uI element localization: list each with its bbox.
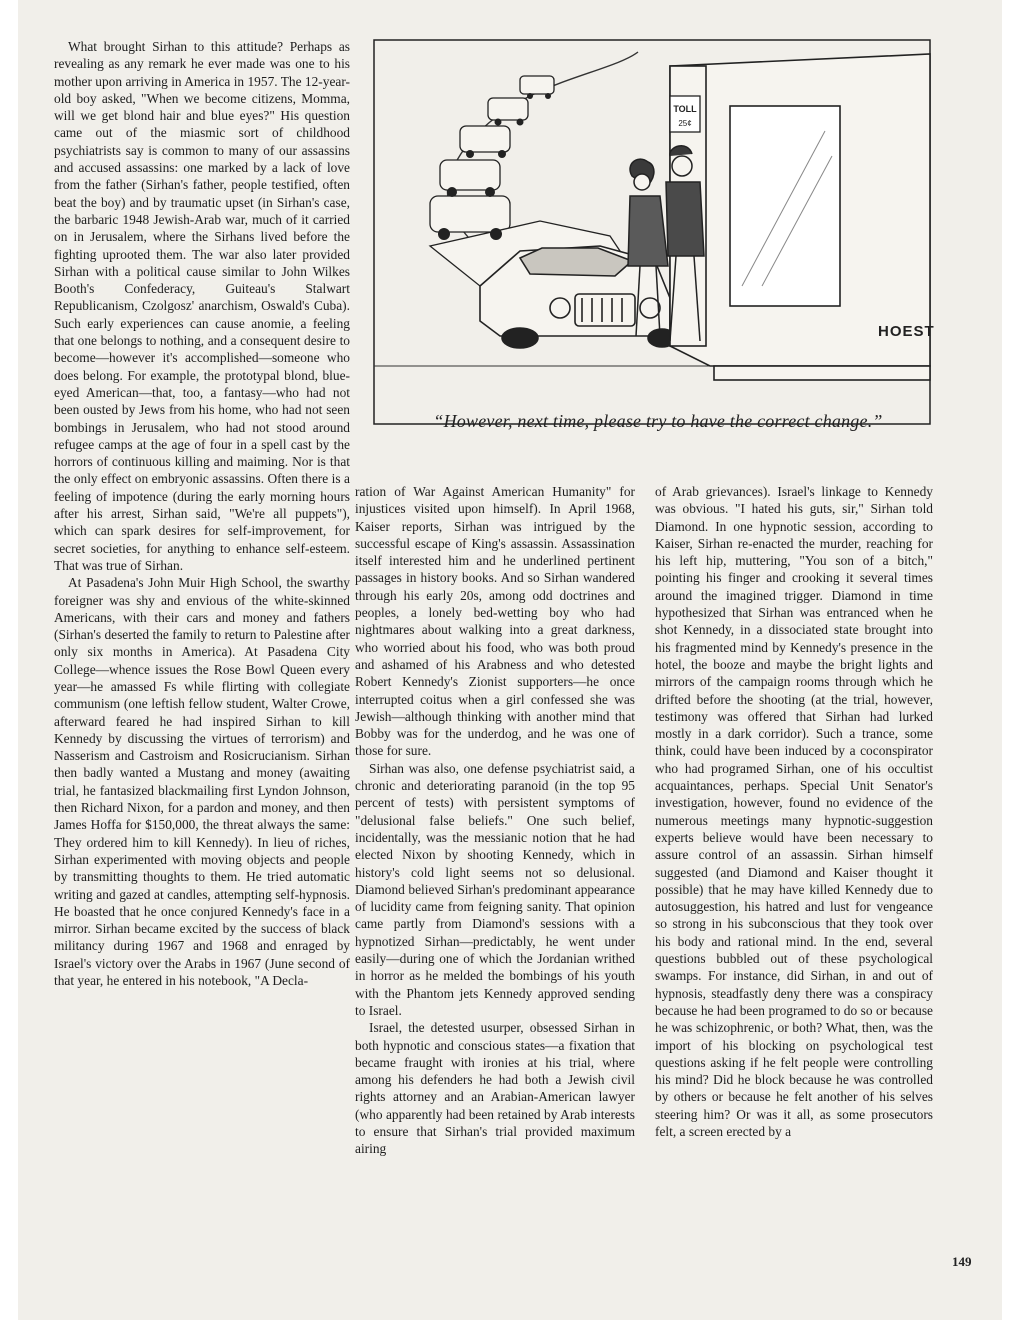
paragraph: At Pasadena's John Muir High School, the swarthy foreigner was shy and envious of the white-skinned Americans, with their cars and money and fathers (Sirhan's deserted the family to return to Palestine after only six months in America). At Pasadena City College—whence issues the Rose Bowl Queen every year—he amassed Fs while flirting with collegiate communism (one leftish fellow student, Walter Crowe, afterward feared he had inspired Sirhan to kill Kennedy by discussing the virtues of terrorism) and Nasserism and Castroism and Rosicrucianism. Sirhan then badly wanted a Mustang and money (awaiting trial, he fantasized blackmailing first Lyndon Johnson, then Richard Nixon, for a pardon and money, and then James Hoffa for $150,000, the threat always the same: They ordered him to kill Kennedy). In lieu of riches, Sirhan experimented with moving objects and people by transmitting thoughts to them. He tried automatic writing and gazed at candles, attempting self-hypnosis. He boasted that he once conjured Kennedy's face in a mirror. Sirhan became excited by the success of black militancy during 1967 and 1968 and enraged by Israel's victory over the Arabs in 1967 (June second of that year, he entered in his notebook, "A Decla- — [54, 575, 350, 989]
paragraph: ration of War Against American Humanity" for injustices visited upon himself). In April 1968, Kaiser reports, Sirhan was intrigued by the successful escape of King's assassin. Assassination itself interested him and he underlined pertinent passages in history books. And so Sirhan wandered through his early 20s, among odd doctrines and peoples, a lonely bed-wetting boy who had nightmares about walking into a great darkness, who worried about his food, who was both proud and ashamed of his Arabness and who detested Robert Kennedy's Zionist supporters—he once interrupted coitus when a girl confessed she was Jewish—although thinking with another mind that Bobby was for the underdog, and he was one of those for sure. — [355, 484, 635, 759]
cartoonist-signature: HOEST — [878, 323, 934, 340]
toll-price-text: 25¢ — [678, 119, 692, 128]
article-column-1 — [54, 38, 350, 989]
paragraph: of Arab grievances). Israel's linkage to Kennedy was obvious. "I hated his guts, sir," Sirhan told Diamond. In one hypnotic session, according to Kaiser, Sirhan re-enacted the murder, reaching for his left hip, muttering, "You son of a bitch," pointing his finger and crooking it several times around the imagined trigger. Diamond in time hypothesized that Sirhan was entranced when he shot Kennedy, in a dissociated state brought into his fragmented mind by Kennedy's presence in the hotel, the booze and maybe the bright lights and mirrors of the campaign rooms through which he drifted before the shooting (at the trial, however, testimony was offered that Sirhan had lurked mostly in a dark corridor). Such a trance, some think, could have been induced by a coconspirator who had programed Sirhan, one of his occultist acquaintances, perhaps. Special Unit Senator's investigation, however, found no evidence of the numerous meetings many hypnotic-suggestion experts believe would have been necessary to assure control of an assassin. Sirhan himself suggested (and Diamond and Kaiser thought it possible) that he may have killed Kennedy due to autosuggestion, his hatred and lust for vengeance so strong in his subconscious that they took over his body and rational mind. In the end, several questions bubbled out of these psychological swamps. For instance, did Sirhan, in and out of hypnosis, steadfastly deny there was a conspiracy because he had been programed to do so or because he was schizophrenic, or both? What, then, was the import of his blocking on psychological test questions asking if he felt people were controlling his mind? Did he block because he was controlled by others or because he felt another of his selves steering him? Or was it all, as some prosecutors felt, a screen erected by a — [655, 484, 933, 1139]
cartoon-caption: “However, next time, please try to have the correct change.” — [433, 411, 883, 431]
toll-sign-text: TOLL — [673, 104, 697, 114]
paragraph: What brought Sirhan to this attitude? Perhaps as revealing as any remark he ever made was one to his mother upon arriving in America in 1957. The 12-year-old boy asked, "When we become citizens, Momma, will we get blond hair and blue eyes?" His question came out of the miasmic sort of childhood psychiatrists say is common to many of our assassins and accused assassins: one marked by a lack of love from the father (Sirhan's father, people testified, often beat the boy) and by traumatic upset (in Sirhan's case, the barbaric 1948 Jewish-Arab war, much of it carried on in Jerusalem, where the Sirhans lived before the fighting uprooted them. The war also later provided Sirhan with a political cause similar to John Wilkes Booth's Confederacy, Guiteau's Stalwart Republicanism, Czolgosz' anarchism, Oswald's Cuba). Such early experiences can cause anomie, a feeling that one belongs to nothing, and a consequent desire to become—however it's accomplished—someone who does belong. For example, the prototypal blond, blue-eyed American—that, too, a fantasy—who had not been ousted by Jews from his home, who had not seen bombings in Jerusalem, who had not stood around refugee camps at the age of four in a spell cast by the horrors of continuous killing and maiming. Nor is that the only effect on embryonic assassins. Often there is a feeling of impotence (during the early morning hours after his arrest, Sirhan said, "We're all puppets"), which can spark desires for self-improvement, for secret societies, for anything to enhance self-esteem. That was true of Sirhan. — [54, 39, 350, 573]
paragraph: Israel, the detested usurper, obsessed Sirhan in both hypnotic and conscious states—a fixation that became fraught with ironies at his trial, where among his defenders he had both a Jewish civil rights attorney and an Arabian-American lawyer (who apparently had been retained by Arab interests to ensure that Sirhan's trial provided maximum airing — [355, 1020, 635, 1157]
article-column-3 — [655, 483, 933, 1140]
cartoon-illustration — [370, 36, 934, 428]
page-number: 149 — [952, 1254, 972, 1269]
paragraph: Sirhan was also, one defense psychiatrist said, a chronic and deteriorating paranoid (in the top 95 percent of tests) with persistent symptoms of "delusional false beliefs." One such belief, incidentally, was the messianic notion that he had elected Nixon by shooting Kennedy, which in history's cold light seems not so delusional. Diamond believed Sirhan's predominant appearance of lucidity came from feigning sanity. That opinion came partly from Diamond's sessions with a hypnotized Sirhan—predictably, he went under easily—during one of which the Jordanian writhed in horror as he melded the bombings of his youth with the Phantom jets Kennedy approved sending to Israel. — [355, 760, 635, 1018]
article-column-2 — [355, 483, 635, 1158]
magazine-page — [18, 0, 1002, 1320]
